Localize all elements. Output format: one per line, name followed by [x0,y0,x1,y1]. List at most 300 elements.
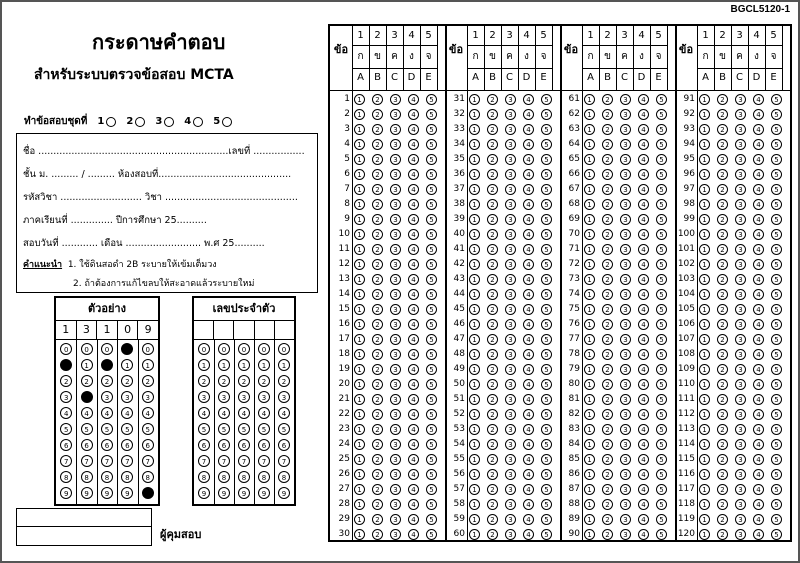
answer-bubble-q37-D[interactable]: 4 [523,184,534,195]
answer-bubble-q109-B[interactable]: 2 [717,364,728,375]
answer-bubble-q25-C[interactable]: 3 [390,454,401,465]
answer-bubble-q16-C[interactable]: 3 [390,319,401,330]
student-id-bubble-1[interactable]: 1 [278,359,290,371]
answer-bubble-q56-B[interactable]: 2 [487,469,498,480]
answer-bubble-q75-E[interactable]: 5 [656,304,667,315]
answer-bubble-q54-E[interactable]: 5 [541,439,552,450]
answer-bubble-q9-A[interactable]: 1 [354,214,365,225]
answer-bubble-q35-D[interactable]: 4 [523,154,534,165]
answer-bubble-q33-A[interactable]: 1 [469,124,480,135]
answer-bubble-q110-E[interactable]: 5 [771,379,782,390]
answer-bubble-q20-D[interactable]: 4 [408,379,419,390]
answer-bubble-q100-C[interactable]: 3 [735,229,746,240]
answer-bubble-q59-B[interactable]: 2 [487,514,498,525]
answer-bubble-q46-C[interactable]: 3 [505,319,516,330]
answer-bubble-q103-C[interactable]: 3 [735,274,746,285]
date-line[interactable]: สอบวันที่ ............ เดือน ......................... พ.ศ 25.......... [23,238,265,249]
answer-bubble-q79-D[interactable]: 4 [638,364,649,375]
student-id-bubble-6[interactable]: 6 [238,439,250,451]
answer-bubble-q102-B[interactable]: 2 [717,259,728,270]
answer-bubble-q111-A[interactable]: 1 [699,394,710,405]
answer-bubble-q113-D[interactable]: 4 [753,424,764,435]
answer-bubble-q72-C[interactable]: 3 [620,259,631,270]
answer-bubble-q120-B[interactable]: 2 [717,529,728,540]
answer-bubble-q104-D[interactable]: 4 [753,289,764,300]
answer-bubble-q68-B[interactable]: 2 [602,199,613,210]
answer-bubble-q108-B[interactable]: 2 [717,349,728,360]
answer-bubble-q34-C[interactable]: 3 [505,139,516,150]
answer-bubble-q81-B[interactable]: 2 [602,394,613,405]
answer-bubble-q51-A[interactable]: 1 [469,394,480,405]
answer-bubble-q28-C[interactable]: 3 [390,499,401,510]
answer-bubble-q84-D[interactable]: 4 [638,439,649,450]
answer-bubble-q54-A[interactable]: 1 [469,439,480,450]
answer-bubble-q102-A[interactable]: 1 [699,259,710,270]
answer-bubble-q87-D[interactable]: 4 [638,484,649,495]
answer-bubble-q21-E[interactable]: 5 [426,394,437,405]
answer-bubble-q70-D[interactable]: 4 [638,229,649,240]
student-id-bubble-3[interactable]: 3 [258,391,270,403]
answer-bubble-q111-B[interactable]: 2 [717,394,728,405]
answer-bubble-q50-E[interactable]: 5 [541,379,552,390]
answer-bubble-q29-A[interactable]: 1 [354,514,365,525]
answer-bubble-q98-D[interactable]: 4 [753,199,764,210]
answer-bubble-q94-E[interactable]: 5 [771,139,782,150]
exam-set-option-4[interactable] [184,116,203,127]
answer-bubble-q30-D[interactable]: 4 [408,529,419,540]
answer-bubble-q49-C[interactable]: 3 [505,364,516,375]
answer-bubble-q82-A[interactable]: 1 [584,409,595,420]
answer-bubble-q118-D[interactable]: 4 [753,499,764,510]
answer-bubble-q17-A[interactable]: 1 [354,334,365,345]
answer-bubble-q30-C[interactable]: 3 [390,529,401,540]
subject-line[interactable]: รหัสวิชา ........................... วิชา ............................................ [23,192,298,203]
answer-bubble-q36-E[interactable]: 5 [541,169,552,180]
answer-bubble-q47-D[interactable]: 4 [523,334,534,345]
answer-bubble-q47-A[interactable]: 1 [469,334,480,345]
answer-bubble-q29-D[interactable]: 4 [408,514,419,525]
student-id-bubble-2[interactable]: 2 [198,375,210,387]
answer-bubble-q65-E[interactable]: 5 [656,154,667,165]
answer-bubble-q54-B[interactable]: 2 [487,439,498,450]
answer-bubble-q46-D[interactable]: 4 [523,319,534,330]
answer-bubble-q68-D[interactable]: 4 [638,199,649,210]
answer-bubble-q65-B[interactable]: 2 [602,154,613,165]
answer-bubble-q52-A[interactable]: 1 [469,409,480,420]
answer-bubble-q23-C[interactable]: 3 [390,424,401,435]
answer-bubble-q51-D[interactable]: 4 [523,394,534,405]
answer-bubble-q90-C[interactable]: 3 [620,529,631,540]
answer-bubble-q69-D[interactable]: 4 [638,214,649,225]
answer-bubble-q103-A[interactable]: 1 [699,274,710,285]
answer-bubble-q1-C[interactable]: 3 [390,94,401,105]
answer-bubble-q64-C[interactable]: 3 [620,139,631,150]
answer-bubble-q20-E[interactable]: 5 [426,379,437,390]
answer-bubble-q21-A[interactable]: 1 [354,394,365,405]
student-id-bubble-4[interactable]: 4 [198,407,210,419]
answer-bubble-q71-D[interactable]: 4 [638,244,649,255]
answer-bubble-q43-C[interactable]: 3 [505,274,516,285]
name-line[interactable]: ชื่อ ...............................................................เลขที่ ................. [23,146,305,157]
answer-bubble-q109-A[interactable]: 1 [699,364,710,375]
answer-bubble-q10-E[interactable]: 5 [426,229,437,240]
answer-bubble-q107-C[interactable]: 3 [735,334,746,345]
answer-bubble-q88-C[interactable]: 3 [620,499,631,510]
answer-bubble-q63-C[interactable]: 3 [620,124,631,135]
answer-bubble-q32-E[interactable]: 5 [541,109,552,120]
answer-bubble-q101-E[interactable]: 5 [771,244,782,255]
student-id-bubble-9[interactable]: 9 [238,487,250,499]
answer-bubble-q9-C[interactable]: 3 [390,214,401,225]
answer-bubble-q41-E[interactable]: 5 [541,244,552,255]
answer-bubble-q23-D[interactable]: 4 [408,424,419,435]
answer-bubble-q33-B[interactable]: 2 [487,124,498,135]
answer-bubble-q59-D[interactable]: 4 [523,514,534,525]
answer-bubble-q85-D[interactable]: 4 [638,454,649,465]
answer-bubble-q42-E[interactable]: 5 [541,259,552,270]
answer-bubble-q82-D[interactable]: 4 [638,409,649,420]
answer-bubble-q14-C[interactable]: 3 [390,289,401,300]
answer-bubble-q18-A[interactable]: 1 [354,349,365,360]
answer-bubble-q69-B[interactable]: 2 [602,214,613,225]
answer-bubble-q100-A[interactable]: 1 [699,229,710,240]
answer-bubble-q115-A[interactable]: 1 [699,454,710,465]
answer-bubble-q41-C[interactable]: 3 [505,244,516,255]
answer-bubble-q102-E[interactable]: 5 [771,259,782,270]
student-id-bubble-0[interactable]: 0 [238,343,250,355]
answer-bubble-q90-E[interactable]: 5 [656,529,667,540]
answer-bubble-q120-A[interactable]: 1 [699,529,710,540]
student-id-bubble-9[interactable]: 9 [258,487,270,499]
student-id-bubble-3[interactable]: 3 [198,391,210,403]
answer-bubble-q96-A[interactable]: 1 [699,169,710,180]
answer-bubble-q20-C[interactable]: 3 [390,379,401,390]
answer-bubble-q92-A[interactable]: 1 [699,109,710,120]
student-id-bubble-8[interactable]: 8 [218,471,230,483]
answer-bubble-q24-B[interactable]: 2 [372,439,383,450]
answer-bubble-q84-E[interactable]: 5 [656,439,667,450]
answer-bubble-q12-E[interactable]: 5 [426,259,437,270]
answer-bubble-q118-E[interactable]: 5 [771,499,782,510]
answer-bubble-q97-A[interactable]: 1 [699,184,710,195]
answer-bubble-q46-A[interactable]: 1 [469,319,480,330]
answer-bubble-q58-A[interactable]: 1 [469,499,480,510]
answer-bubble-q104-E[interactable]: 5 [771,289,782,300]
answer-bubble-q103-D[interactable]: 4 [753,274,764,285]
answer-bubble-q83-B[interactable]: 2 [602,424,613,435]
answer-bubble-q6-C[interactable]: 3 [390,169,401,180]
answer-bubble-q65-D[interactable]: 4 [638,154,649,165]
answer-bubble-q52-D[interactable]: 4 [523,409,534,420]
answer-bubble-q3-C[interactable]: 3 [390,124,401,135]
answer-bubble-q26-B[interactable]: 2 [372,469,383,480]
answer-bubble-q42-B[interactable]: 2 [487,259,498,270]
answer-bubble-q120-C[interactable]: 3 [735,529,746,540]
exam-set-option-5[interactable] [213,116,232,127]
answer-bubble-q112-C[interactable]: 3 [735,409,746,420]
answer-bubble-q87-B[interactable]: 2 [602,484,613,495]
answer-bubble-q69-E[interactable]: 5 [656,214,667,225]
student-id-bubble-6[interactable]: 6 [218,439,230,451]
answer-bubble-q93-E[interactable]: 5 [771,124,782,135]
answer-bubble-q51-B[interactable]: 2 [487,394,498,405]
answer-bubble-q13-E[interactable]: 5 [426,274,437,285]
answer-bubble-q17-B[interactable]: 2 [372,334,383,345]
answer-bubble-q2-C[interactable]: 3 [390,109,401,120]
answer-bubble-q20-B[interactable]: 2 [372,379,383,390]
answer-bubble-q98-B[interactable]: 2 [717,199,728,210]
answer-bubble-q48-D[interactable]: 4 [523,349,534,360]
student-id-bubble-5[interactable]: 5 [198,423,210,435]
answer-bubble-q1-B[interactable]: 2 [372,94,383,105]
answer-bubble-q73-A[interactable]: 1 [584,274,595,285]
answer-bubble-q83-A[interactable]: 1 [584,424,595,435]
answer-bubble-q54-C[interactable]: 3 [505,439,516,450]
answer-bubble-q95-C[interactable]: 3 [735,154,746,165]
answer-bubble-q64-A[interactable]: 1 [584,139,595,150]
answer-bubble-q46-B[interactable]: 2 [487,319,498,330]
answer-bubble-q52-E[interactable]: 5 [541,409,552,420]
answer-bubble-q58-E[interactable]: 5 [541,499,552,510]
answer-bubble-q41-A[interactable]: 1 [469,244,480,255]
answer-bubble-q40-A[interactable]: 1 [469,229,480,240]
answer-bubble-q89-C[interactable]: 3 [620,514,631,525]
answer-bubble-q77-D[interactable]: 4 [638,334,649,345]
answer-bubble-q97-C[interactable]: 3 [735,184,746,195]
answer-bubble-q53-A[interactable]: 1 [469,424,480,435]
answer-bubble-q80-B[interactable]: 2 [602,379,613,390]
answer-bubble-q81-C[interactable]: 3 [620,394,631,405]
answer-bubble-q92-B[interactable]: 2 [717,109,728,120]
answer-bubble-q45-D[interactable]: 4 [523,304,534,315]
answer-bubble-q91-D[interactable]: 4 [753,94,764,105]
answer-bubble-q17-D[interactable]: 4 [408,334,419,345]
answer-bubble-q80-C[interactable]: 3 [620,379,631,390]
answer-bubble-q84-B[interactable]: 2 [602,439,613,450]
answer-bubble-q83-C[interactable]: 3 [620,424,631,435]
answer-bubble-q4-D[interactable]: 4 [408,139,419,150]
answer-bubble-q47-E[interactable]: 5 [541,334,552,345]
answer-bubble-q11-E[interactable]: 5 [426,244,437,255]
answer-bubble-q57-C[interactable]: 3 [505,484,516,495]
answer-bubble-q56-A[interactable]: 1 [469,469,480,480]
student-id-bubble-4[interactable]: 4 [278,407,290,419]
answer-bubble-q25-B[interactable]: 2 [372,454,383,465]
answer-bubble-q14-A[interactable]: 1 [354,289,365,300]
answer-bubble-q93-C[interactable]: 3 [735,124,746,135]
answer-bubble-q119-C[interactable]: 3 [735,514,746,525]
answer-bubble-q100-E[interactable]: 5 [771,229,782,240]
answer-bubble-q54-D[interactable]: 4 [523,439,534,450]
answer-bubble-q27-A[interactable]: 1 [354,484,365,495]
answer-bubble-q88-E[interactable]: 5 [656,499,667,510]
answer-bubble-q109-C[interactable]: 3 [735,364,746,375]
answer-bubble-q11-C[interactable]: 3 [390,244,401,255]
answer-bubble-q5-E[interactable]: 5 [426,154,437,165]
answer-bubble-q50-A[interactable]: 1 [469,379,480,390]
answer-bubble-q2-D[interactable]: 4 [408,109,419,120]
answer-bubble-q105-E[interactable]: 5 [771,304,782,315]
answer-bubble-q45-E[interactable]: 5 [541,304,552,315]
answer-bubble-q112-D[interactable]: 4 [753,409,764,420]
answer-bubble-q35-E[interactable]: 5 [541,154,552,165]
answer-bubble-q49-B[interactable]: 2 [487,364,498,375]
answer-bubble-q81-A[interactable]: 1 [584,394,595,405]
answer-bubble-q104-C[interactable]: 3 [735,289,746,300]
answer-bubble-q90-B[interactable]: 2 [602,529,613,540]
answer-bubble-q87-E[interactable]: 5 [656,484,667,495]
answer-bubble-q31-A[interactable]: 1 [469,94,480,105]
answer-bubble-q37-E[interactable]: 5 [541,184,552,195]
answer-bubble-q36-A[interactable]: 1 [469,169,480,180]
answer-bubble-q33-E[interactable]: 5 [541,124,552,135]
answer-bubble-q16-E[interactable]: 5 [426,319,437,330]
answer-bubble-q77-B[interactable]: 2 [602,334,613,345]
answer-bubble-q29-C[interactable]: 3 [390,514,401,525]
answer-bubble-q33-D[interactable]: 4 [523,124,534,135]
student-id-bubble-2[interactable]: 2 [278,375,290,387]
answer-bubble-q63-E[interactable]: 5 [656,124,667,135]
answer-bubble-q73-E[interactable]: 5 [656,274,667,285]
answer-bubble-q30-A[interactable]: 1 [354,529,365,540]
answer-bubble-q83-E[interactable]: 5 [656,424,667,435]
answer-bubble-q39-D[interactable]: 4 [523,214,534,225]
answer-bubble-q22-B[interactable]: 2 [372,409,383,420]
answer-bubble-q38-A[interactable]: 1 [469,199,480,210]
answer-bubble-q53-E[interactable]: 5 [541,424,552,435]
answer-bubble-q50-D[interactable]: 4 [523,379,534,390]
answer-bubble-q57-D[interactable]: 4 [523,484,534,495]
answer-bubble-q46-E[interactable]: 5 [541,319,552,330]
answer-bubble-q77-C[interactable]: 3 [620,334,631,345]
answer-bubble-q82-B[interactable]: 2 [602,409,613,420]
answer-bubble-q2-B[interactable]: 2 [372,109,383,120]
answer-bubble-q23-A[interactable]: 1 [354,424,365,435]
answer-bubble-q37-A[interactable]: 1 [469,184,480,195]
answer-bubble-q8-D[interactable]: 4 [408,199,419,210]
answer-bubble-q44-D[interactable]: 4 [523,289,534,300]
answer-bubble-q73-D[interactable]: 4 [638,274,649,285]
answer-bubble-q5-B[interactable]: 2 [372,154,383,165]
answer-bubble-q73-B[interactable]: 2 [602,274,613,285]
answer-bubble-q95-D[interactable]: 4 [753,154,764,165]
answer-bubble-q66-C[interactable]: 3 [620,169,631,180]
answer-bubble-q116-A[interactable]: 1 [699,469,710,480]
answer-bubble-q51-E[interactable]: 5 [541,394,552,405]
answer-bubble-q70-A[interactable]: 1 [584,229,595,240]
answer-bubble-q107-B[interactable]: 2 [717,334,728,345]
answer-bubble-q50-C[interactable]: 3 [505,379,516,390]
answer-bubble-q61-C[interactable]: 3 [620,94,631,105]
answer-bubble-q101-C[interactable]: 3 [735,244,746,255]
answer-bubble-q91-A[interactable]: 1 [699,94,710,105]
answer-bubble-q105-A[interactable]: 1 [699,304,710,315]
answer-bubble-q19-A[interactable]: 1 [354,364,365,375]
answer-bubble-q32-C[interactable]: 3 [505,109,516,120]
answer-bubble-q41-B[interactable]: 2 [487,244,498,255]
answer-bubble-q24-A[interactable]: 1 [354,439,365,450]
answer-bubble-q42-C[interactable]: 3 [505,259,516,270]
answer-bubble-q82-C[interactable]: 3 [620,409,631,420]
answer-bubble-q49-A[interactable]: 1 [469,364,480,375]
answer-bubble-q99-A[interactable]: 1 [699,214,710,225]
answer-bubble-q84-A[interactable]: 1 [584,439,595,450]
answer-bubble-q113-B[interactable]: 2 [717,424,728,435]
answer-bubble-q88-D[interactable]: 4 [638,499,649,510]
answer-bubble-q92-C[interactable]: 3 [735,109,746,120]
student-id-bubble-3[interactable]: 3 [278,391,290,403]
answer-bubble-q5-C[interactable]: 3 [390,154,401,165]
answer-bubble-q66-B[interactable]: 2 [602,169,613,180]
answer-bubble-q97-B[interactable]: 2 [717,184,728,195]
answer-bubble-q109-D[interactable]: 4 [753,364,764,375]
answer-bubble-q39-B[interactable]: 2 [487,214,498,225]
answer-bubble-q74-B[interactable]: 2 [602,289,613,300]
answer-bubble-q53-D[interactable]: 4 [523,424,534,435]
answer-bubble-q116-E[interactable]: 5 [771,469,782,480]
answer-bubble-q80-D[interactable]: 4 [638,379,649,390]
answer-bubble-q115-B[interactable]: 2 [717,454,728,465]
answer-bubble-q30-E[interactable]: 5 [426,529,437,540]
answer-bubble-q15-B[interactable]: 2 [372,304,383,315]
answer-bubble-q66-E[interactable]: 5 [656,169,667,180]
answer-bubble-q105-B[interactable]: 2 [717,304,728,315]
answer-bubble-q58-B[interactable]: 2 [487,499,498,510]
answer-bubble-q5-A[interactable]: 1 [354,154,365,165]
answer-bubble-q67-C[interactable]: 3 [620,184,631,195]
answer-bubble-q27-B[interactable]: 2 [372,484,383,495]
answer-bubble-q71-A[interactable]: 1 [584,244,595,255]
student-id-bubble-8[interactable]: 8 [278,471,290,483]
answer-bubble-q19-B[interactable]: 2 [372,364,383,375]
answer-bubble-q112-B[interactable]: 2 [717,409,728,420]
answer-bubble-q96-D[interactable]: 4 [753,169,764,180]
answer-bubble-q23-E[interactable]: 5 [426,424,437,435]
student-id-bubble-9[interactable]: 9 [278,487,290,499]
answer-bubble-q31-B[interactable]: 2 [487,94,498,105]
answer-bubble-q95-A[interactable]: 1 [699,154,710,165]
student-id-bubble-1[interactable]: 1 [198,359,210,371]
answer-bubble-q7-B[interactable]: 2 [372,184,383,195]
student-id-bubble-7[interactable]: 7 [238,455,250,467]
answer-bubble-q62-B[interactable]: 2 [602,109,613,120]
answer-bubble-q111-C[interactable]: 3 [735,394,746,405]
student-id-bubble-1[interactable]: 1 [218,359,230,371]
answer-bubble-q91-B[interactable]: 2 [717,94,728,105]
answer-bubble-q16-D[interactable]: 4 [408,319,419,330]
answer-bubble-q114-E[interactable]: 5 [771,439,782,450]
answer-bubble-q78-D[interactable]: 4 [638,349,649,360]
answer-bubble-q67-D[interactable]: 4 [638,184,649,195]
answer-bubble-q32-A[interactable]: 1 [469,109,480,120]
answer-bubble-q76-E[interactable]: 5 [656,319,667,330]
answer-bubble-q117-A[interactable]: 1 [699,484,710,495]
exam-set-option-1[interactable] [97,116,116,127]
answer-bubble-q96-B[interactable]: 2 [717,169,728,180]
answer-bubble-q8-B[interactable]: 2 [372,199,383,210]
answer-bubble-q2-E[interactable]: 5 [426,109,437,120]
answer-bubble-q89-D[interactable]: 4 [638,514,649,525]
answer-bubble-q44-B[interactable]: 2 [487,289,498,300]
answer-bubble-q62-C[interactable]: 3 [620,109,631,120]
answer-bubble-q119-D[interactable]: 4 [753,514,764,525]
proctor-signature-box[interactable] [16,508,152,546]
answer-bubble-q27-E[interactable]: 5 [426,484,437,495]
answer-bubble-q22-C[interactable]: 3 [390,409,401,420]
answer-bubble-q21-C[interactable]: 3 [390,394,401,405]
student-id-bubble-1[interactable]: 1 [258,359,270,371]
answer-bubble-q40-B[interactable]: 2 [487,229,498,240]
